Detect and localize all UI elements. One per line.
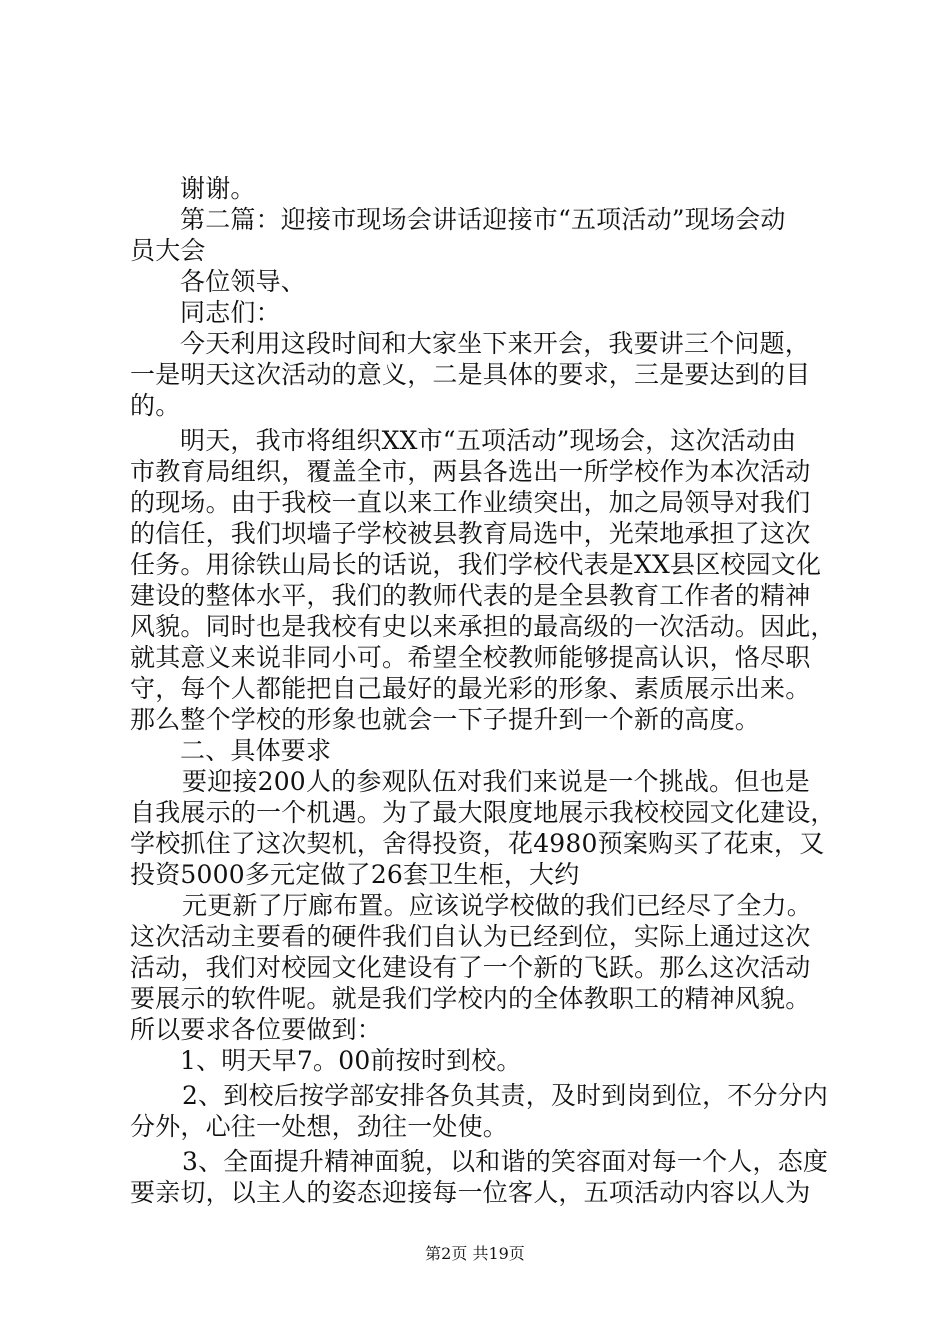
paragraph-line: 守，每个人都能把自己最好的最光彩的形象、素质展示出来。 [130, 674, 811, 703]
section-title-line: 员大会 [130, 236, 206, 265]
document-body [130, 173, 836, 1208]
paragraph-line: 那么整个学校的形象也就会一下子提升到一个新的高度。 [130, 705, 761, 734]
paragraph-line: 的信任，我们坝墙子学校被县教育局选中，光荣地承担了这次 [130, 519, 811, 548]
paragraph-line: 任务。用徐铁山局长的话说，我们学校代表是XX县区校园文化 [130, 550, 822, 579]
paragraph-line: 自我展示的一个机遇。为了最大限度地展示我校校园文化建设， [130, 798, 836, 827]
paragraph-line: 学校抓住了这次契机，舍得投资，花4980预案购买了花束，又 [130, 829, 825, 858]
salutation-line: 各位领导、 [180, 267, 307, 296]
list-item-line: 2、到校后按学部安排各负其责，及时到岗到位，不分分内 [182, 1081, 829, 1110]
paragraph-line: 所以要求各位要做到： [130, 1015, 383, 1044]
paragraph-line: 明天，我市将组织XX市“五项活动”现场会，这次活动由 [180, 426, 797, 455]
paragraph-line: 要迎接200人的参观队伍对我们来说是一个挑战。但也是 [182, 767, 810, 796]
paragraph-line: 风貌。同时也是我校有史以来承担的最高级的一次活动。因此， [130, 612, 836, 641]
paragraph-line: 今天利用这段时间和大家坐下来开会，我要讲三个问题， [180, 329, 811, 358]
paragraph-line: 的。 [130, 391, 181, 420]
paragraph-line: 投资5000多元定做了26套卫生柜，大约 [130, 860, 580, 889]
section-title-line: 第二篇：迎接市现场会讲话迎接市“五项活动”现场会动 [180, 205, 786, 234]
paragraph-line: 活动，我们对校园文化建设有了一个新的飞跃。那么这次活动 [130, 953, 811, 982]
list-item-line: 3、全面提升精神面貌，以和谐的笑容面对每一个人，态度 [182, 1147, 829, 1176]
paragraph-line: 就其意义来说非同小可。希望全校教师能够提高认识，恪尽职 [130, 643, 811, 672]
paragraph-line: 市教育局组织，覆盖全市，两县各选出一所学校作为本次活动 [130, 457, 811, 486]
paragraph-line: 的现场。由于我校一直以来工作业绩突出，加之局领导对我们 [130, 488, 811, 517]
list-item-line: 分外，心往一处想，劲往一处使。 [130, 1112, 509, 1141]
paragraph-line: 这次活动主要看的硬件我们自认为已经到位，实际上通过这次 [130, 922, 811, 951]
page-number-footer: 第2页 共19页 [425, 1244, 525, 1263]
salutation-line: 同志们： [180, 298, 281, 327]
text-line: 谢谢。 [180, 174, 256, 203]
paragraph-line: 建设的整体水平，我们的教师代表的是全县教育工作者的精神 [130, 581, 811, 610]
list-item-line: 1、明天早7。00前按时到校。 [180, 1046, 522, 1075]
list-item-line: 要亲切，以主人的姿态迎接每一位客人，五项活动内容以人为 [130, 1178, 811, 1207]
paragraph-line: 要展示的软件呢。就是我们学校内的全体教职工的精神风貌。 [130, 984, 811, 1013]
subheading-line: 二、具体要求 [180, 736, 332, 765]
paragraph-line: 元更新了厅廊布置。应该说学校做的我们已经尽了全力。 [182, 891, 813, 920]
paragraph-line: 一是明天这次活动的意义，二是具体的要求，三是要达到的目 [130, 360, 811, 389]
